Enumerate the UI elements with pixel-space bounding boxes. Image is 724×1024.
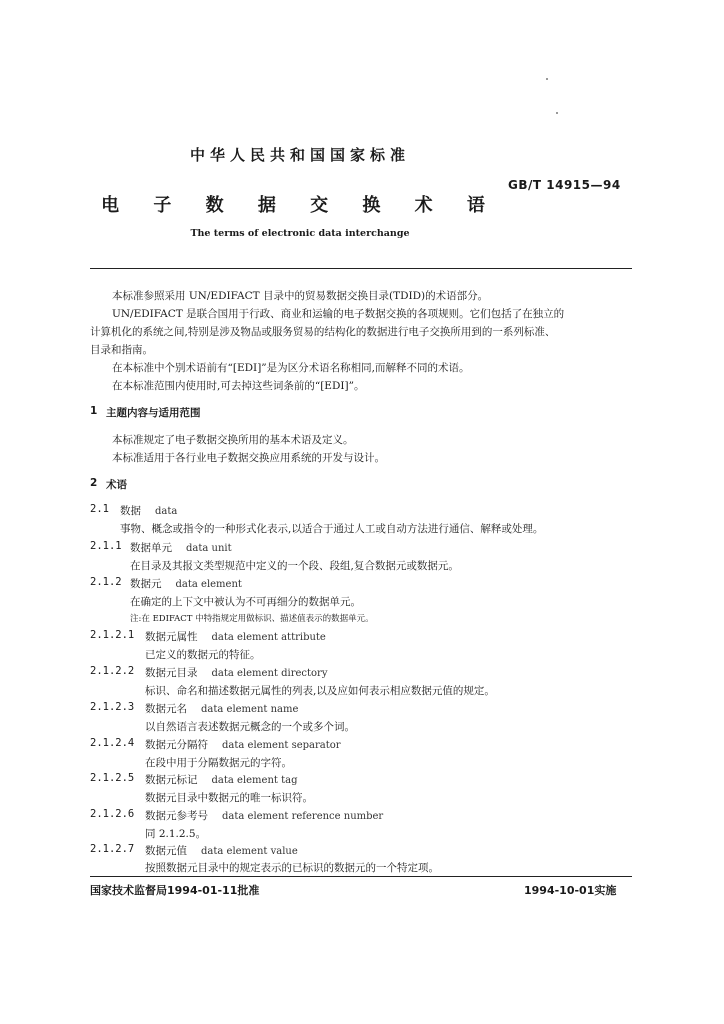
term-english: data element <box>175 579 242 590</box>
term-definition: 以自然语言表述数据元概念的一个或多个词。 <box>145 721 355 733</box>
term-definition: 同 2.1.2.5。 <box>145 828 207 840</box>
intro-line: 本标准参照采用 UN/EDIFACT 目录中的贸易数据交换目录(TDID)的术语部分。 <box>112 290 489 302</box>
scan-speck <box>546 78 548 80</box>
term-english: data element reference number <box>222 811 384 822</box>
term-name: 数据元标记 <box>145 774 198 786</box>
term-english: data unit <box>186 543 232 554</box>
term-number: 2.1.1 <box>90 540 122 552</box>
national-standard-heading: 中华人民共和国国家标准 <box>189 146 410 164</box>
section-number: 1 <box>90 405 98 417</box>
term-english: data element value <box>201 846 298 857</box>
term-english: data element directory <box>211 668 328 679</box>
intro-line: UN/EDIFACT 是联合国用于行政、商业和运输的电子数据交换的各项规则。它们包括了在独立的 <box>112 308 565 320</box>
term-definition: 已定义的数据元的特征。 <box>145 649 261 661</box>
english-title: The terms of electronic data interchange <box>190 228 410 239</box>
term-entry <box>145 808 383 823</box>
term-number: 2.1.2.3 <box>90 701 135 713</box>
term-name: 数据单元 <box>130 542 172 554</box>
section-heading: 主题内容与适用范围 <box>106 407 201 419</box>
term-definition: 在确定的上下文中被认为不可再细分的数据单元。 <box>130 596 361 608</box>
term-number: 2.1.2.6 <box>90 808 135 820</box>
term-number: 2.1.2.4 <box>90 737 135 749</box>
intro-line: 在本标准中个别术语前有“[EDI]”是为区分术语名称相同,而解释不同的术语。 <box>112 362 470 374</box>
term-number: 2.1.2.2 <box>90 665 135 677</box>
intro-line: 目录和指南。 <box>90 344 153 356</box>
term-name: 数据元参考号 <box>145 810 208 822</box>
term-note: 注:在 EDIFACT 中特指规定用做标识、描述值表示的数据单元。 <box>130 614 374 624</box>
term-english: data <box>155 506 178 517</box>
term-entry <box>145 629 326 644</box>
approval-date: 国家技术监督局1994-01-11批准 <box>90 884 260 897</box>
term-entry <box>145 843 298 858</box>
section-number: 2 <box>90 477 98 489</box>
term-name: 数据元值 <box>145 845 187 857</box>
term-entry <box>130 540 232 555</box>
term-english: data element separator <box>222 740 341 751</box>
term-number: 2.1.2.7 <box>90 843 135 855</box>
term-number: 2.1.2.1 <box>90 629 135 641</box>
footer-divider <box>90 876 632 877</box>
term-definition: 标识、命名和描述数据元属性的列表,以及应如何表示相应数据元值的规定。 <box>145 685 495 697</box>
intro-line: 计算机化的系统之间,特别是涉及物品或服务贸易的结构化的数据进行电子交换所用到的一系列标准、 <box>90 326 556 338</box>
term-entry <box>120 503 177 518</box>
scan-speck <box>556 112 558 114</box>
term-definition: 在目录及其报文类型规范中定义的一个段、段组,复合数据元或数据元。 <box>130 560 459 572</box>
term-number: 2.1.2.5 <box>90 772 135 784</box>
term-name: 数据元目录 <box>145 667 198 679</box>
section-text: 本标准规定了电子数据交换所用的基本术语及定义。 <box>112 434 354 446</box>
term-entry <box>145 772 297 787</box>
implementation-date: 1994-10-01实施 <box>524 884 617 897</box>
term-english: data element tag <box>211 775 298 786</box>
section-text: 本标准适用于各行业电子数据交换应用系统的开发与设计。 <box>112 452 385 464</box>
header-divider <box>90 268 632 269</box>
term-definition: 数据元目录中数据元的唯一标识符。 <box>145 792 313 804</box>
term-name: 数据元 <box>130 578 162 590</box>
term-name: 数据元属性 <box>145 631 198 643</box>
term-definition: 在段中用于分隔数据元的字符。 <box>145 757 292 769</box>
term-name: 数据 <box>120 505 141 517</box>
intro-line: 在本标准范围内使用时,可去掉这些词条前的“[EDI]”。 <box>112 380 365 392</box>
term-entry <box>145 701 298 716</box>
term-entry <box>130 576 242 591</box>
term-definition: 按照数据元目录中的规定表示的已标识的数据元的一个特定项。 <box>145 862 439 874</box>
term-english: data element name <box>201 704 299 715</box>
standard-number: GB/T 14915—94 <box>508 178 621 192</box>
term-name: 数据元名 <box>145 703 187 715</box>
document-title: 电 子 数 据 交 换 术 语 <box>101 195 499 216</box>
term-number: 2.1 <box>90 503 109 515</box>
term-entry <box>145 737 341 752</box>
term-english: data element attribute <box>211 632 326 643</box>
term-number: 2.1.2 <box>90 576 122 588</box>
term-definition: 事物、概念或指令的一种形式化表示,以适合于通过人工或自动方法进行通信、解释或处理。 <box>120 523 544 535</box>
section-heading: 术语 <box>106 479 127 491</box>
term-name: 数据元分隔符 <box>145 739 208 751</box>
term-entry <box>145 665 327 680</box>
